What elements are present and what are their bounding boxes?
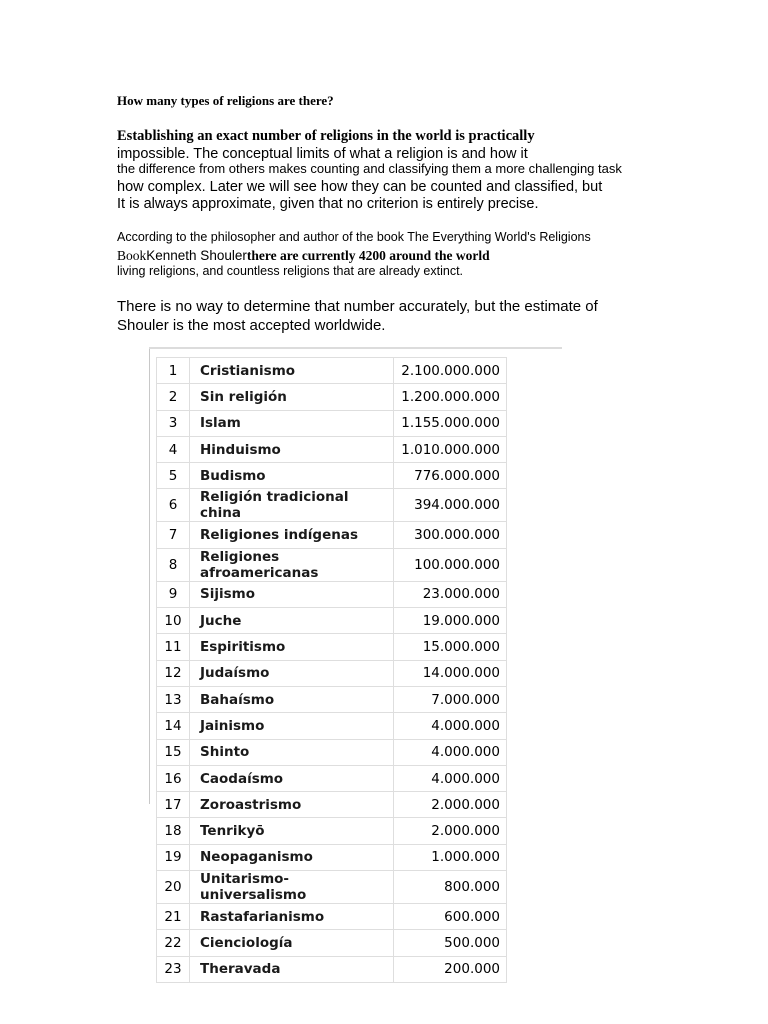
author-name: Kenneth Shouler	[146, 248, 247, 263]
conclusion-paragraph	[117, 297, 598, 335]
shouler-line-3: living religions, and countless religions that are already extinct.	[117, 264, 464, 278]
religion-name-cell: Islam	[190, 410, 394, 436]
followers-cell: 200.000	[394, 956, 507, 982]
table-row	[157, 739, 507, 765]
rank-cell: 9	[157, 581, 190, 607]
rank-cell: 3	[157, 410, 190, 436]
religion-count-claim: there are currently 4200 around the world	[246, 248, 490, 263]
table-left-rule	[149, 349, 150, 804]
followers-cell: 4.000.000	[394, 765, 507, 791]
intro-line-2: impossible. The conceptual limits of what a religion is and how it	[117, 146, 528, 162]
followers-cell: 1.000.000	[394, 844, 507, 870]
religion-name-cell: Hinduismo	[190, 436, 394, 462]
table-row	[157, 522, 507, 548]
table-row	[157, 871, 507, 904]
religion-name-cell: Cienciología	[190, 930, 394, 956]
followers-cell: 500.000	[394, 930, 507, 956]
page-heading: How many types of religions are there?	[117, 93, 334, 108]
followers-cell: 300.000.000	[394, 522, 507, 548]
rank-cell: 8	[157, 548, 190, 581]
religion-name-cell: Caodaísmo	[190, 765, 394, 791]
followers-cell: 2.100.000.000	[394, 358, 507, 384]
rank-cell: 16	[157, 765, 190, 791]
rank-cell: 22	[157, 930, 190, 956]
followers-cell: 14.000.000	[394, 660, 507, 686]
religion-name-cell: Neopaganismo	[190, 844, 394, 870]
table-row	[157, 634, 507, 660]
religion-name-cell: Religión tradicional china	[190, 489, 394, 522]
table-row	[157, 904, 507, 930]
intro-line-3: the difference from others makes counting and classifying them a more challenging task	[117, 161, 622, 176]
rank-cell: 17	[157, 792, 190, 818]
rank-cell: 18	[157, 818, 190, 844]
followers-cell: 800.000	[394, 871, 507, 904]
table-row	[157, 358, 507, 384]
table-row	[157, 930, 507, 956]
shouler-line-1: According to the philosopher and author of the book The Everything World's Religions	[117, 230, 591, 244]
table-top-rule	[149, 347, 562, 349]
religion-name-cell: Zoroastrismo	[190, 792, 394, 818]
religion-name-cell: Theravada	[190, 956, 394, 982]
religion-name-cell: Sin religión	[190, 384, 394, 410]
rank-cell: 1	[157, 358, 190, 384]
table-row	[157, 792, 507, 818]
rank-cell: 6	[157, 489, 190, 522]
rank-cell: 11	[157, 634, 190, 660]
religion-name-cell: Juche	[190, 608, 394, 634]
conclusion-line-1: There is no way to determine that number accurately, but the estimate of	[117, 298, 598, 315]
religion-name-cell: Budismo	[190, 463, 394, 489]
table-row	[157, 956, 507, 982]
table-row	[157, 844, 507, 870]
followers-cell: 7.000.000	[394, 686, 507, 712]
religion-name-cell: Shinto	[190, 739, 394, 765]
intro-paragraph	[117, 128, 622, 213]
table-row	[157, 608, 507, 634]
table-row	[157, 489, 507, 522]
religion-name-cell: Tenrikyō	[190, 818, 394, 844]
followers-cell: 776.000.000	[394, 463, 507, 489]
religion-name-cell: Bahaísmo	[190, 686, 394, 712]
followers-cell: 19.000.000	[394, 608, 507, 634]
rank-cell: 14	[157, 713, 190, 739]
religions-table	[156, 357, 507, 983]
intro-line-5: It is always approximate, given that no criterion is entirely precise.	[117, 196, 539, 212]
intro-line-1: Establishing an exact number of religions in the world is practically	[117, 128, 535, 144]
rank-cell: 7	[157, 522, 190, 548]
table-row	[157, 765, 507, 791]
religion-name-cell: Espiritismo	[190, 634, 394, 660]
rank-cell: 20	[157, 871, 190, 904]
rank-cell: 21	[157, 904, 190, 930]
rank-cell: 4	[157, 436, 190, 462]
book-word: Book	[117, 248, 147, 263]
religion-name-cell: Unitarismo-universalismo	[190, 871, 394, 904]
table-row	[157, 713, 507, 739]
table-row	[157, 548, 507, 581]
rank-cell: 13	[157, 686, 190, 712]
followers-cell: 100.000.000	[394, 548, 507, 581]
followers-cell: 15.000.000	[394, 634, 507, 660]
rank-cell: 12	[157, 660, 190, 686]
followers-cell: 2.000.000	[394, 792, 507, 818]
conclusion-line-2: Shouler is the most accepted worldwide.	[117, 317, 386, 334]
followers-cell: 4.000.000	[394, 713, 507, 739]
followers-cell: 1.010.000.000	[394, 436, 507, 462]
rank-cell: 2	[157, 384, 190, 410]
rank-cell: 23	[157, 956, 190, 982]
table-row	[157, 410, 507, 436]
followers-cell: 4.000.000	[394, 739, 507, 765]
rank-cell: 19	[157, 844, 190, 870]
rank-cell: 15	[157, 739, 190, 765]
table-row	[157, 581, 507, 607]
religion-name-cell: Judaísmo	[190, 660, 394, 686]
followers-cell: 1.200.000.000	[394, 384, 507, 410]
followers-cell: 23.000.000	[394, 581, 507, 607]
rank-cell: 10	[157, 608, 190, 634]
followers-cell: 1.155.000.000	[394, 410, 507, 436]
intro-line-4: how complex. Later we will see how they can be counted and classified, but	[117, 179, 603, 195]
table-row	[157, 436, 507, 462]
religions-table-body	[157, 358, 507, 983]
table-row	[157, 463, 507, 489]
table-row	[157, 686, 507, 712]
religion-name-cell: Cristianismo	[190, 358, 394, 384]
shouler-line-2	[117, 248, 490, 264]
followers-cell: 2.000.000	[394, 818, 507, 844]
religion-name-cell: Jainismo	[190, 713, 394, 739]
rank-cell: 5	[157, 463, 190, 489]
followers-cell: 394.000.000	[394, 489, 507, 522]
religion-name-cell: Rastafarianismo	[190, 904, 394, 930]
religion-name-cell: Religiones afroamericanas	[190, 548, 394, 581]
religion-name-cell: Sijismo	[190, 581, 394, 607]
followers-cell: 600.000	[394, 904, 507, 930]
table-row	[157, 660, 507, 686]
religion-name-cell: Religiones indígenas	[190, 522, 394, 548]
table-row	[157, 384, 507, 410]
table-row	[157, 818, 507, 844]
